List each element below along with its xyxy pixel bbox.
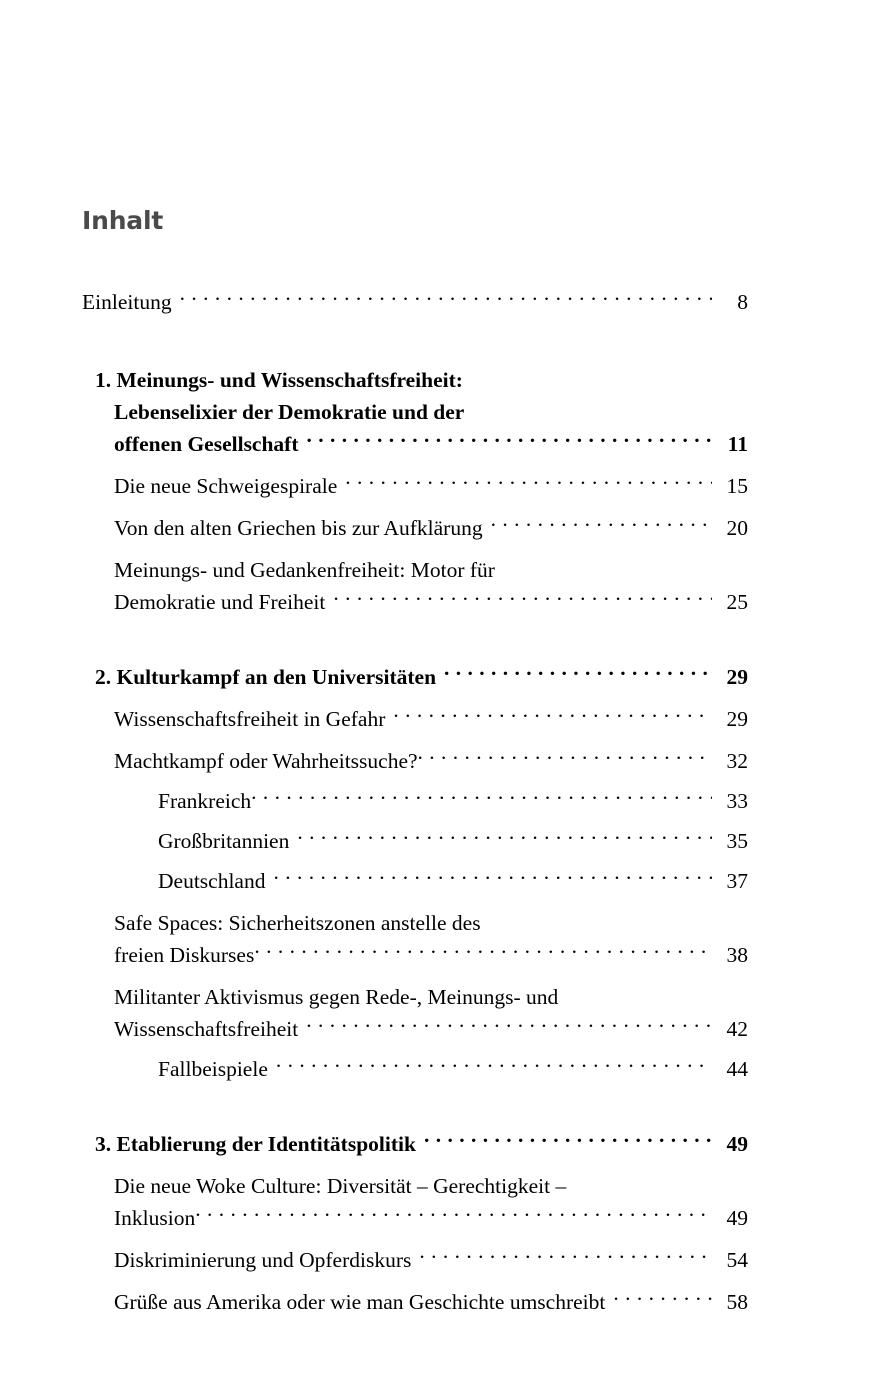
toc-line bbox=[114, 470, 748, 502]
entry-spacer bbox=[82, 777, 748, 785]
toc-page-number: 44 bbox=[726, 1057, 748, 1081]
toc-line bbox=[158, 865, 748, 897]
toc-entry-label: Diskriminierung und Opferdiskurs bbox=[114, 1248, 412, 1272]
toc-entry-section[interactable] bbox=[114, 512, 748, 544]
dot-leader bbox=[418, 747, 712, 769]
dot-leader bbox=[424, 1130, 712, 1152]
dot-leader bbox=[254, 941, 712, 963]
toc-entry-label: Fallbeispiele bbox=[158, 1057, 268, 1081]
toc-line bbox=[114, 554, 748, 586]
entry-spacer bbox=[82, 857, 748, 865]
toc-entry-subsection[interactable] bbox=[158, 1053, 748, 1085]
toc-entry-label: offenen Gesellschaft bbox=[114, 432, 299, 456]
entry-spacer bbox=[82, 693, 748, 703]
toc-page-number: 37 bbox=[726, 869, 748, 893]
toc-entry-label: Einleitung bbox=[82, 290, 172, 314]
toc-entry-label: 1. Meinungs- und Wissenschaftsfreiheit: bbox=[95, 368, 463, 392]
toc-entry-section[interactable] bbox=[114, 981, 748, 1045]
toc-entry-section[interactable] bbox=[114, 703, 748, 735]
toc-entry-label: Meinungs- und Gedankenfreiheit: Motor für bbox=[114, 558, 495, 582]
toc-page-number: 35 bbox=[726, 829, 748, 853]
dot-leader bbox=[307, 430, 712, 452]
toc-page-number: 8 bbox=[737, 290, 748, 314]
toc-entry-section[interactable] bbox=[114, 470, 748, 502]
toc-entry-subsection[interactable] bbox=[158, 825, 748, 857]
dot-leader bbox=[251, 787, 712, 809]
toc-page-number: 33 bbox=[726, 789, 748, 813]
toc-page-number: 58 bbox=[726, 1290, 748, 1314]
toc-line bbox=[95, 1128, 748, 1160]
entry-spacer bbox=[82, 1160, 748, 1170]
toc-line bbox=[158, 1053, 748, 1085]
section-spacer bbox=[82, 318, 748, 364]
dot-leader bbox=[276, 1055, 712, 1077]
dot-leader bbox=[393, 705, 712, 727]
toc-line bbox=[158, 825, 748, 857]
toc-line bbox=[95, 364, 748, 396]
entry-spacer bbox=[82, 1276, 748, 1286]
entry-spacer bbox=[82, 971, 748, 981]
toc-entry-section[interactable] bbox=[114, 1170, 748, 1234]
entry-spacer bbox=[82, 1045, 748, 1053]
toc-line bbox=[114, 512, 748, 544]
dot-leader bbox=[444, 663, 712, 685]
toc-page-number: 15 bbox=[726, 474, 748, 498]
toc-page-number: 20 bbox=[726, 516, 748, 540]
toc-line bbox=[114, 1170, 748, 1202]
toc-entry-chapter[interactable] bbox=[95, 661, 748, 693]
toc-entry-label: Frankreich bbox=[158, 789, 252, 813]
entry-spacer bbox=[82, 502, 748, 512]
toc-entry-section[interactable] bbox=[114, 1244, 748, 1276]
entry-spacer bbox=[82, 1234, 748, 1244]
toc-entry-section[interactable] bbox=[114, 907, 748, 971]
toc-entry-label: Lebenselixier der Demokratie und der bbox=[114, 400, 465, 424]
toc-entry-label: Machtkampf oder Wahrheitssuche? bbox=[114, 749, 418, 773]
toc-line bbox=[114, 939, 748, 971]
toc-page-number: 49 bbox=[726, 1206, 748, 1230]
toc-line bbox=[114, 703, 748, 735]
dot-leader bbox=[491, 514, 712, 536]
toc-page-number: 29 bbox=[726, 707, 748, 731]
toc-line bbox=[95, 428, 748, 460]
toc-line bbox=[114, 745, 748, 777]
toc-entry-section[interactable] bbox=[114, 1286, 748, 1318]
toc-entry-label: Safe Spaces: Sicherheitszonen anstelle des bbox=[114, 911, 481, 935]
toc-page-number: 25 bbox=[726, 590, 748, 614]
dot-leader bbox=[273, 867, 712, 889]
toc-entry-label: Großbritannien bbox=[158, 829, 290, 853]
toc-entry-label: Von den alten Griechen bis zur Aufklärung bbox=[114, 516, 483, 540]
toc-entry-label: Inklusion bbox=[114, 1206, 196, 1230]
toc-line bbox=[114, 1286, 748, 1318]
toc-entry-subsection[interactable] bbox=[158, 785, 748, 817]
dot-leader bbox=[180, 288, 712, 310]
toc-entry-label: Demokratie und Freiheit bbox=[114, 590, 326, 614]
toc-entry-label: Grüße aus Amerika oder wie man Geschichte umschreibt bbox=[114, 1290, 606, 1314]
toc-page-number: 29 bbox=[726, 665, 748, 689]
toc-page-number: 54 bbox=[726, 1248, 748, 1272]
dot-leader bbox=[297, 827, 712, 849]
toc-entry-chapter[interactable] bbox=[95, 364, 748, 460]
entry-spacer bbox=[82, 897, 748, 907]
toc-entry-label: freien Diskurses bbox=[114, 943, 255, 967]
toc-entry-chapter[interactable] bbox=[95, 1128, 748, 1160]
entry-spacer bbox=[82, 735, 748, 745]
toc-line bbox=[114, 1244, 748, 1276]
page-title: Inhalt bbox=[82, 206, 164, 235]
section-spacer bbox=[82, 618, 748, 661]
toc-entry-label: 3. Etablierung der Identitätspolitik bbox=[95, 1132, 416, 1156]
toc-entry-section[interactable] bbox=[114, 745, 748, 777]
dot-leader bbox=[419, 1246, 712, 1268]
toc-entry-subsection[interactable] bbox=[158, 865, 748, 897]
table-of-contents bbox=[82, 286, 748, 1318]
toc-page-number: 32 bbox=[726, 749, 748, 773]
toc-line bbox=[158, 785, 748, 817]
dot-leader bbox=[333, 588, 712, 610]
toc-line bbox=[114, 907, 748, 939]
toc-page-number: 38 bbox=[726, 943, 748, 967]
section-spacer bbox=[82, 1085, 748, 1128]
toc-entry-label: Wissenschaftsfreiheit in Gefahr bbox=[114, 707, 386, 731]
toc-entry-label: Militanter Aktivismus gegen Rede-, Meinungs- und bbox=[114, 985, 559, 1009]
toc-page-number: 49 bbox=[726, 1132, 748, 1156]
entry-spacer bbox=[82, 460, 748, 470]
toc-line bbox=[114, 1013, 748, 1045]
toc-line bbox=[114, 1202, 748, 1234]
toc-entry-frontmatter[interactable] bbox=[82, 286, 748, 318]
toc-line bbox=[114, 586, 748, 618]
toc-entry-label: Wissenschaftsfreiheit bbox=[114, 1017, 299, 1041]
toc-entry-label: Die neue Schweigespirale bbox=[114, 474, 338, 498]
toc-entry-section[interactable] bbox=[114, 554, 748, 618]
dot-leader bbox=[195, 1204, 712, 1226]
entry-spacer bbox=[82, 817, 748, 825]
entry-spacer bbox=[82, 544, 748, 554]
dot-leader bbox=[613, 1288, 712, 1310]
toc-line bbox=[95, 661, 748, 693]
toc-entry-label: Die neue Woke Culture: Diversität – Gerechtigkeit – bbox=[114, 1174, 567, 1198]
toc-line bbox=[114, 981, 748, 1013]
dot-leader bbox=[306, 1015, 712, 1037]
toc-page-number: 11 bbox=[727, 432, 748, 456]
toc-page-number: 42 bbox=[726, 1017, 748, 1041]
toc-line bbox=[82, 286, 748, 318]
dot-leader bbox=[345, 472, 712, 494]
toc-entry-label: Deutschland bbox=[158, 869, 266, 893]
toc-line bbox=[95, 396, 748, 428]
toc-entry-label: 2. Kulturkampf an den Universitäten bbox=[95, 665, 437, 689]
